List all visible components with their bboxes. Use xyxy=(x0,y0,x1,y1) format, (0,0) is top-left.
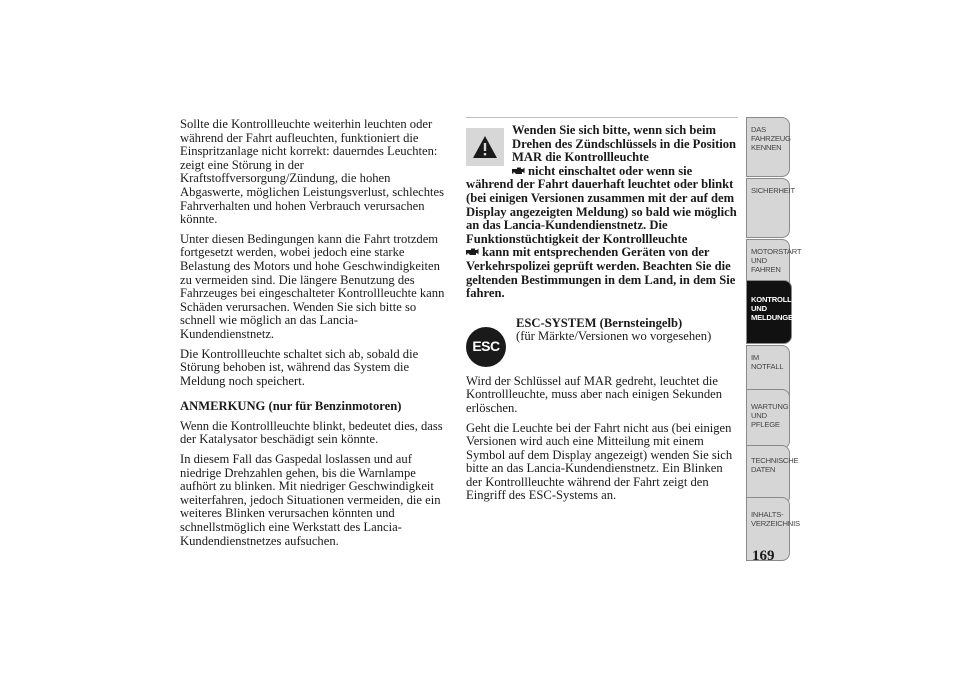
paragraph: Die Kontrollleuchte schaltet sich ab, sobald die Störung behoben ist, während das System die Meldung noch speichert. xyxy=(180,346,419,388)
tab-label: WARTUNG UND PFLEGE xyxy=(751,402,789,429)
tab-technische-daten[interactable] xyxy=(746,445,799,505)
esc-section xyxy=(466,317,738,367)
warning-triangle-icon xyxy=(466,128,504,166)
tab-sicherheit[interactable] xyxy=(746,178,795,238)
paragraph: Sollte die Kontrollleuchte weiterhin leuchten oder während der Fahrt aufleuchten, funktioniert die Einspritzanlage nicht korrekt: dauerndes Leuchten: zeigt eine Störung in der Kraftstoffversorgung/Zündung, die hohen Abgaswerte, möglichen Leistungsverlust, schlechtes Fahrverhalten und hohen Verbrauch verursachen könnte. xyxy=(180,117,445,227)
page-number: 169 xyxy=(752,548,775,564)
tab-label: KONTROLLLEUCHTEN UND MELDUNGEN xyxy=(751,295,832,322)
paragraph: Wenn die Kontrollleuchte blinkt, bedeutet dies, dass der Katalysator beschädigt sein könnte. xyxy=(180,418,443,447)
warning-text-3: kann mit entsprechenden Geräten von der Verkehrspolizei geprüft werden. Beachten Sie die geltenden Bestimmungen in dem Land, in dem Sie fahren. xyxy=(466,245,736,301)
tab-label: DAS FAHRZEUG KENNEN xyxy=(751,125,791,152)
tab-label: SICHERHEIT xyxy=(751,186,795,195)
right-column xyxy=(466,118,738,509)
warning-block xyxy=(466,124,738,301)
engine-check-icon xyxy=(512,166,526,176)
paragraph: In diesem Fall das Gaspedal loslassen und auf niedrige Drehzahlen gehen, bis die Warnlampe aufhört zu blinken. Mit niedriger Geschwindigkeit weiterfahren, jedoch Situationen vermeiden, die ein weiteres Blinken verursachen könnten und schnellstmöglich eine Werkstatt des Lancia-Kundendienstnetzes aufsuchen. xyxy=(180,452,441,548)
paragraph: Geht die Leuchte bei der Fahrt nicht aus (bei einigen Versionen wird auch eine Mitteilung mit einem Symbol auf dem Display angezeigt) wenden Sie sich bitte an das Lancia-Kundendienstnetz. Ein Blinken der Kontrollleuchte während der Fahrt zeigt den Eingriff des ESC-Systems an. xyxy=(466,420,733,503)
tab-label: TECHNISCHE DATEN xyxy=(751,456,799,474)
esc-title: ESC-SYSTEM (Bernsteingelb) xyxy=(516,315,683,330)
paragraph: Wird der Schlüssel auf MAR gedreht, leuchtet die Kontrollleuchte, muss aber nach einigen Sekunden erlöschen. xyxy=(466,373,723,415)
tab-das-fahrzeug-kennen[interactable] xyxy=(746,117,790,177)
esc-icon: ESC xyxy=(466,327,506,367)
tab-wartung-und-pflege[interactable] xyxy=(746,389,790,449)
tab-label: MOTORSTART UND FAHREN xyxy=(751,247,802,274)
esc-subtitle: (für Märkte/Versionen wo vorgesehen) xyxy=(516,329,712,344)
tab-label: INHALTS-VERZEICHNIS xyxy=(751,510,800,528)
tab-label: IM NOTFALL xyxy=(751,353,784,371)
warning-text-2: nicht einschaltet oder wenn sie während der Fahrt dauerhaft leuchtet oder blinkt (bei einigen Versionen zusammen mit der auf dem Display angezeigten Meldung) so bald wie möglich an das Lancia-Kundendienstnetz. Die Funktionstüchtigkeit der Kontrollleuchte xyxy=(466,163,737,246)
tab-kontrollleuchten-und-meldungen[interactable] xyxy=(746,280,832,344)
note-heading: ANMERKUNG (nur für Benzinmotoren) xyxy=(180,399,402,414)
engine-check-icon xyxy=(466,247,480,257)
warning-text-1: Wenden Sie sich bitte, wenn sich beim Drehen des Zündschlüssels in die Position MAR die Kontrollleuchte xyxy=(512,123,737,165)
paragraph: Unter diesen Bedingungen kann die Fahrt trotzdem fortgesetzt werden, wobei jedoch eine starke Belastung des Motors und hohe Geschwindigkeiten zu vermeiden sind. Die längere Benutzung des Fahrzeuges bei eingeschalteter Kontrollleuchte kann Schäden verursachen. Wenden Sie sich bitte so schnell wie möglich an das Lancia-Kundendienstnetz. xyxy=(180,231,445,341)
left-column xyxy=(180,118,452,554)
